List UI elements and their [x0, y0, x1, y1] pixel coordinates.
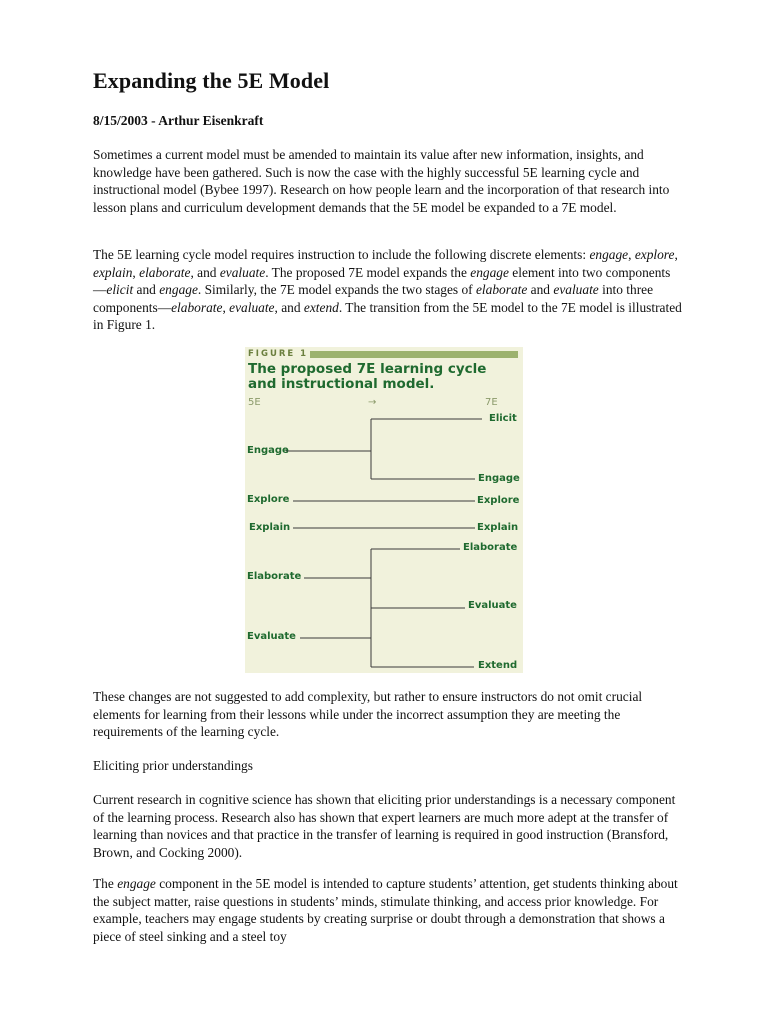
figure-left-explore: Explore — [247, 494, 290, 505]
figure-col-arrow: → — [368, 397, 377, 408]
figure-right-explain: Explain — [477, 522, 519, 533]
figure-col-left: 5E — [248, 397, 261, 408]
figure-right-elaborate: Elaborate — [463, 542, 518, 553]
paragraph-engage: The engage component in the 5E model is intended to capture students’ attention, get students thinking about the subject matter, raise questions in students’ minds, stimulate thinking, and access prior knowledge. For example, teachers may engage students by creating surprise or doubt through a demonstration that shows a piece of steel sinking and a steel toy — [93, 876, 678, 944]
figure-right-elicit: Elicit — [489, 413, 517, 424]
article-byline: 8/15/2003 - Arthur Eisenkraft — [93, 113, 264, 128]
figure-left-engage: Engage — [247, 445, 289, 456]
article-title: Expanding the 5E Model — [93, 68, 330, 93]
section-heading-eliciting: Eliciting prior understandings — [93, 758, 253, 773]
paragraph-complexity: These changes are not suggested to add complexity, but rather to ensure instructors do not omit crucial elements for learning from their lessons while under the incorrect assumption they are meeting the requirements of the learning cycle. — [93, 689, 643, 740]
paragraph-intro: Sometimes a current model must be amended to maintain its value after new information, insights, and knowledge have been gathered. Such is now the case with the highly successful 5E learning cycle and instructional model (Bybee 1997). Research on how people learn and the incorporation of that research into lesson plans and curriculum development demands that the 5E model be expanded to a 7E model. — [93, 147, 670, 215]
figure-left-evaluate: Evaluate — [247, 631, 296, 642]
paragraph-research: Current research in cognitive science has shown that eliciting prior understandings is a necessary component of the learning process. Research also has shown that expert learners are much more adept at the transfer of learning than novices and that practice in the transfer of learning is required in good instruction (Bransford, Brown, and Cocking 2000). — [93, 792, 676, 860]
figure-title: The proposed 7E learning cycle and instructional model. — [248, 361, 487, 392]
figure-left-explain: Explain — [249, 522, 291, 533]
figure-right-explore: Explore — [477, 495, 520, 506]
figure-right-evaluate: Evaluate — [468, 600, 517, 611]
paragraph-5e-elements: The 5E learning cycle model requires instruction to include the following discrete elements: engage, explore, explain, elaborate, and evaluate. The proposed 7E model expands the engage element into two components—elicit and engage. Similarly, the 7E model expands the two stages of elaborate and evaluate into three components—elaborate, evaluate, and extend. The transition from the 5E model to the 7E model is illustrated in Figure 1. — [93, 247, 682, 333]
figure-left-elaborate: Elaborate — [247, 571, 302, 582]
figure-connector-lines — [245, 347, 523, 673]
figure-right-engage: Engage — [478, 473, 520, 484]
figure-7e-model — [245, 347, 523, 673]
figure-right-extend: Extend — [478, 660, 518, 671]
figure-label: FIGURE 1 — [248, 349, 309, 359]
figure-col-right: 7E — [485, 397, 498, 408]
